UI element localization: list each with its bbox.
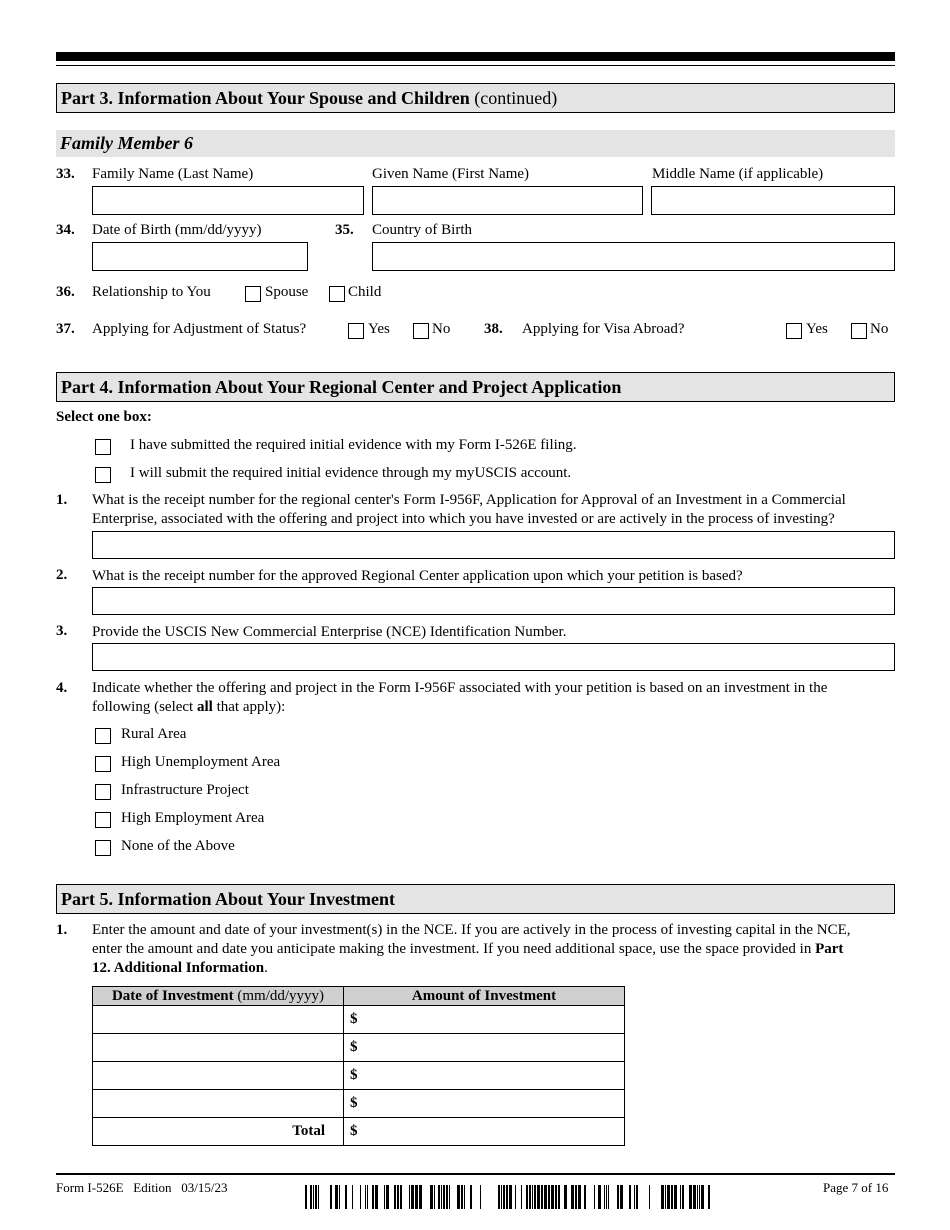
given-name-field[interactable] — [372, 186, 643, 215]
p5-q1-line3-post: . — [264, 960, 268, 976]
p5-q1-line1: Enter the amount and date of your investment(s) in the NCE. If you are actively in the process of investing capital in the NCE, — [92, 922, 851, 938]
p4-q4-line2-pre: following (select — [92, 699, 197, 715]
visa-abroad-label: Applying for Visa Abroad? — [522, 321, 685, 337]
p5-q1-line2-bold: Part — [815, 941, 844, 957]
top-rule — [56, 52, 895, 61]
q36-number: 36. — [56, 284, 75, 300]
p4-q1-number: 1. — [56, 492, 68, 508]
p4-q4-line2-post: that apply): — [212, 699, 286, 715]
none-above-checkbox[interactable] — [95, 840, 111, 856]
page-number: Page 7 of 16 — [823, 1180, 889, 1195]
investment-amount-cell-1[interactable] — [344, 1006, 625, 1034]
submitted-evidence-label: I have submitted the required initial evidence with my Form I-526E filing. — [130, 437, 577, 453]
p5-q1-number: 1. — [56, 922, 68, 938]
top-thin-rule — [56, 65, 895, 66]
visa-no-checkbox[interactable] — [851, 323, 867, 339]
dollar-sign: $ — [350, 1039, 358, 1055]
investment-table — [92, 986, 625, 1146]
dollar-sign: $ — [350, 1123, 358, 1139]
dollar-sign: $ — [350, 1095, 358, 1111]
q35-number: 35. — [335, 222, 354, 238]
q37-number: 37. — [56, 321, 75, 337]
dob-label: Date of Birth (mm/dd/yyyy) — [92, 222, 262, 238]
p4-q4-number: 4. — [56, 680, 68, 696]
p4-q1-line2: Enterprise, associated with the offering and project into which you have invested or are actively in the process of investing? — [92, 511, 835, 527]
high-employment-label: High Employment Area — [121, 810, 265, 826]
q34-number: 34. — [56, 222, 75, 238]
infrastructure-label: Infrastructure Project — [121, 782, 249, 798]
p4-q3-label: Provide the USCIS New Commercial Enterprise (NCE) Identification Number. — [92, 624, 567, 640]
p4-q2-number: 2. — [56, 567, 68, 583]
p4-q1-line1: What is the receipt number for the regional center's Form I-956F, Application for Approval of an Investment in a Commercial — [92, 492, 846, 508]
nce-id-field[interactable] — [92, 643, 895, 671]
footer-rule — [56, 1173, 895, 1175]
investment-table-header — [93, 987, 625, 1006]
rural-area-checkbox[interactable] — [95, 728, 111, 744]
adjustment-no-checkbox[interactable] — [413, 323, 429, 339]
adjustment-no-label: No — [432, 321, 451, 337]
visa-no-label: No — [870, 321, 889, 337]
adjustment-yes-label: Yes — [368, 321, 390, 337]
given-name-label: Given Name (First Name) — [372, 166, 530, 182]
investment-amount-cell-3[interactable] — [344, 1062, 625, 1090]
adjustment-label: Applying for Adjustment of Status? — [92, 321, 307, 337]
p5-q1-line2 — [92, 941, 843, 958]
total-row — [93, 1118, 625, 1146]
family-member-title: Family Member 6 — [60, 133, 193, 153]
country-of-birth-label: Country of Birth — [372, 222, 472, 238]
dollar-sign: $ — [350, 1011, 358, 1027]
table-row — [93, 1062, 625, 1090]
p5-q1-line3 — [92, 960, 268, 977]
adjustment-yes-checkbox[interactable] — [348, 323, 364, 339]
family-name-label: Family Name (Last Name) — [92, 166, 254, 182]
submitted-evidence-checkbox[interactable] — [95, 439, 111, 455]
spouse-checkbox[interactable] — [245, 286, 261, 302]
will-submit-evidence-label: I will submit the required initial evidence through my myUSCIS account. — [130, 465, 572, 481]
visa-yes-label: Yes — [806, 321, 828, 337]
p4-q4-line2-bold: all — [196, 699, 213, 715]
investment-amount-cell-4[interactable] — [344, 1090, 625, 1118]
total-label: Total — [292, 1123, 325, 1139]
investment-date-cell-2[interactable] — [93, 1034, 344, 1062]
family-member-header — [56, 130, 895, 157]
child-label: Child — [348, 284, 382, 300]
middle-name-label: Middle Name (if applicable) — [652, 166, 824, 182]
high-unemployment-checkbox[interactable] — [95, 756, 111, 772]
table-row — [93, 1006, 625, 1034]
will-submit-evidence-checkbox[interactable] — [95, 467, 111, 483]
dollar-sign: $ — [350, 1067, 358, 1083]
p4-q4-line2 — [92, 699, 285, 716]
regional-center-receipt-field[interactable] — [92, 587, 895, 615]
investment-amount-cell-2[interactable] — [344, 1034, 625, 1062]
rural-area-label: Rural Area — [121, 726, 187, 742]
visa-yes-checkbox[interactable] — [786, 323, 802, 339]
high-unemployment-label: High Unemployment Area — [121, 754, 281, 770]
spouse-label: Spouse — [265, 284, 309, 300]
middle-name-field[interactable] — [651, 186, 895, 215]
form-edition: Form I-526E Edition 03/15/23 — [56, 1180, 228, 1195]
table-row — [93, 1090, 625, 1118]
part4-title: Part 4. Information About Your Regional Center and Project Application — [61, 377, 622, 397]
part3-header — [56, 83, 895, 113]
country-of-birth-field[interactable] — [372, 242, 895, 271]
investment-date-cell-1[interactable] — [93, 1006, 344, 1034]
infrastructure-checkbox[interactable] — [95, 784, 111, 800]
table-row — [93, 1034, 625, 1062]
i956f-receipt-field[interactable] — [92, 531, 895, 559]
child-checkbox[interactable] — [329, 286, 345, 302]
total-label-cell — [93, 1118, 344, 1146]
part3-title: Part 3. Information About Your Spouse and Children — [61, 88, 470, 108]
total-amount-cell[interactable] — [344, 1118, 625, 1146]
none-above-label: None of the Above — [121, 838, 235, 854]
p4-q3-number: 3. — [56, 623, 68, 639]
part4-header — [56, 372, 895, 402]
high-employment-checkbox[interactable] — [95, 812, 111, 828]
select-one-label: Select one box: — [56, 409, 152, 425]
investment-date-cell-3[interactable] — [93, 1062, 344, 1090]
date-header-bold: Date of Investment — [111, 987, 234, 1004]
family-name-field[interactable] — [92, 186, 364, 215]
p5-q1-line3-bold: 12. Additional Information — [92, 960, 265, 976]
p4-q2-label: What is the receipt number for the approved Regional Center application upon which your petition is based? — [92, 568, 743, 584]
part5-title: Part 5. Information About Your Investment — [61, 889, 396, 909]
relationship-label: Relationship to You — [92, 284, 211, 300]
part3-continued: (continued) — [469, 88, 558, 108]
part5-header — [56, 884, 895, 914]
q33-number: 33. — [56, 166, 75, 182]
dob-field[interactable] — [92, 242, 308, 271]
amount-column-header: Amount of Investment — [344, 987, 625, 1006]
q38-number: 38. — [484, 321, 503, 337]
p5-q1-line2-pre: enter the amount and date you anticipate making the investment. If you need additional space, use the space provided in — [92, 941, 816, 957]
barcode-icon — [305, 1185, 711, 1209]
p4-q4-line1: Indicate whether the offering and project in the Form I-956F associated with your petition is based on an investment in the — [92, 680, 828, 696]
date-header-rest: (mm/dd/yyyy) — [233, 987, 325, 1004]
investment-date-cell-4[interactable] — [93, 1090, 344, 1118]
date-column-header — [93, 987, 344, 1006]
